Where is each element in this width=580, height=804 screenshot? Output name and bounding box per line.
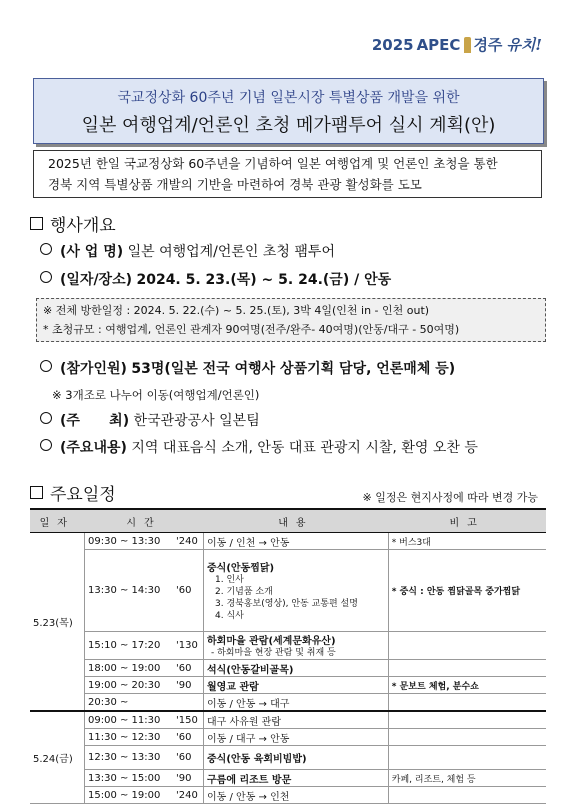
square-bullet-icon	[30, 486, 43, 499]
apec-gyeongju-logo: 2025 APEC 경주 유치!	[371, 35, 542, 54]
note-box: ※ 전체 방한일정 : 2024. 5. 22.(수) ~ 5. 25.(토), 3박 4일(인천 in - 인천 out) * 초청규모 : 여행업계, 언론인 관계자 90여명(전주/완주- 40여명)(안동/대구 - 50여명)	[36, 298, 546, 342]
item-content: (주요내용) 지역 대표음식 소개, 안동 대표 관광지 시찰, 환영 오찬 등	[40, 437, 478, 457]
table-row: 19:00 ~ 20:30 '90 월영교 관람 * 문보트 체험, 분수쇼	[30, 677, 546, 694]
circle-bullet-icon	[40, 243, 52, 255]
table-header-row: 일자 시간 내용 비고	[30, 509, 546, 533]
item-participants: (참가인원) 53명(일본 전국 여행사 상품기획 담당, 언론매체 등)	[40, 358, 455, 378]
title-line-2: 일본 여행업계/언론인 초청 메가팸투어 실시 계획(안)	[81, 115, 496, 136]
table-row: 13:30 ~ 15:00 '90 구름에 리조트 방문 카페, 리조트, 체험 등	[30, 770, 546, 787]
circle-bullet-icon	[40, 360, 52, 372]
square-bullet-icon	[30, 217, 43, 230]
table-row: 15:00 ~ 19:00 '240 이동 / 안동 → 인천	[30, 787, 546, 804]
circle-bullet-icon	[40, 271, 52, 283]
schedule-note: ※ 일정은 현지사정에 따라 변경 가능	[362, 491, 538, 504]
table-row: 11:30 ~ 12:30 '60 이동 / 대구 → 안동	[30, 729, 546, 746]
purpose-box: 2025년 한일 국교정상화 60주년을 기념하여 일본 여행업계 및 언론인 초청을 통한 경북 지역 특별상품 개발의 기반을 마련하여 경북 관광 활성화를 도모	[33, 150, 542, 198]
table-row: 5.24(금) 09:00 ~ 11:30 '150 대구 사유원 관람	[30, 711, 546, 729]
table-row: 5.23(목) 09:30 ~ 13:30 '240 이동 / 인천 → 안동 * 버스3대	[30, 533, 546, 550]
pagoda-icon	[464, 37, 471, 53]
overview-heading: 행사개요	[30, 211, 116, 236]
table-row: 15:10 ~ 17:20 '130 하회마을 관람(세계문화유산) - 하회마을 현장 관람 및 취재 등	[30, 632, 546, 660]
circle-bullet-icon	[40, 412, 52, 424]
table-row: 12:30 ~ 13:30 '60 중식(안동 육회비빔밥)	[30, 746, 546, 770]
participants-note: ※ 3개조로 나누어 이동(여행업계/언론인)	[52, 388, 260, 402]
title-line-1: 국교정상화 60주년 기념 일본시장 특별상품 개발을 위한	[117, 90, 460, 106]
table-row: 18:00 ~ 19:00 '60 석식(안동갈비골목)	[30, 660, 546, 677]
circle-bullet-icon	[40, 439, 52, 451]
schedule-heading: 주요일정	[30, 480, 116, 505]
document-title	[33, 78, 544, 144]
table-row: 20:30 ~ 이동 / 안동 → 대구	[30, 694, 546, 712]
table-row: 13:30 ~ 14:30 '60 중식(안동찜닭) 1. 인사 2. 기념품 소개 3. 경북홍보(영상), 안동 교통편 설명 4. 식사 * 중식 : 안동 찜닭골목 중가찜닭	[30, 550, 546, 632]
item-project-name: (사 업 명) 일본 여행업계/언론인 초청 팸투어	[40, 241, 335, 261]
schedule-table	[30, 508, 546, 804]
item-host: (주 최) 한국관광공사 일본팀	[40, 410, 260, 430]
item-date-place: (일자/장소) 2024. 5. 23.(목) ~ 5. 24.(금) / 안동	[40, 269, 391, 289]
